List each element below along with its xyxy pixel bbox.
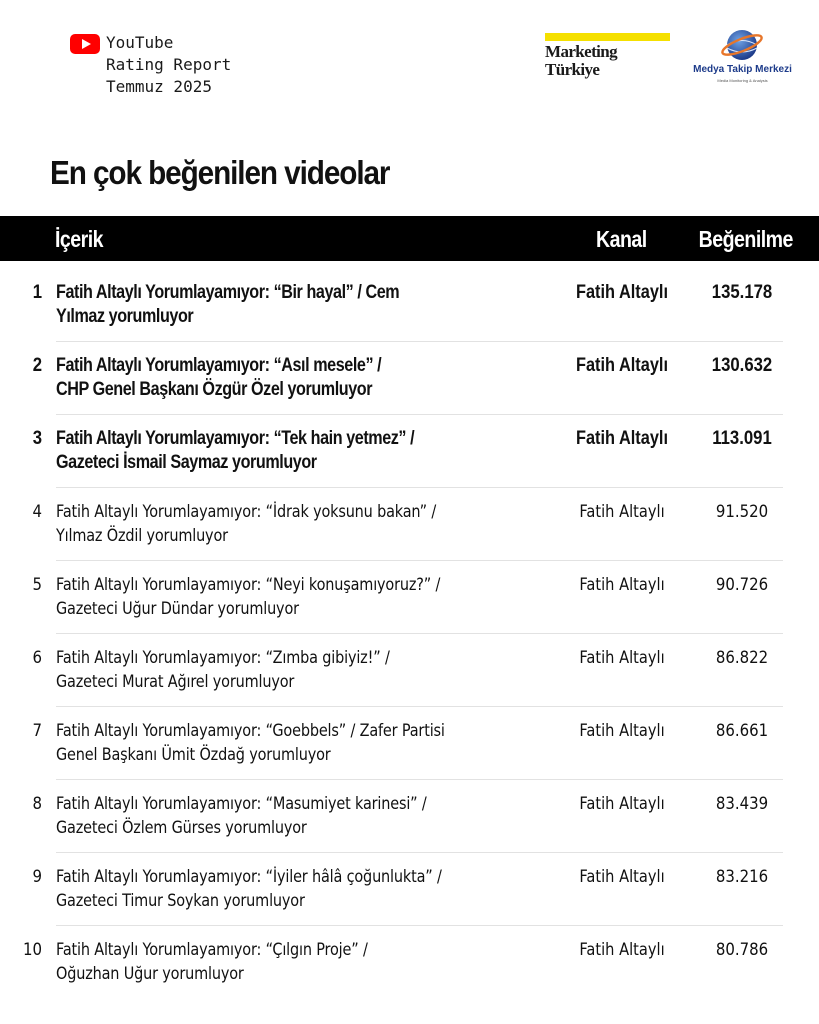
page-title: En çok beğenilen videolar	[50, 154, 390, 191]
row-title-line2: Gazeteci İsmail Saymaz yorumluyor	[56, 452, 317, 473]
row-channel: Fatih Altaylı	[579, 575, 665, 595]
row-title	[56, 938, 498, 986]
table-row	[0, 780, 819, 853]
row-title	[56, 427, 498, 475]
row-title	[56, 792, 498, 840]
row-rank: 9	[32, 867, 42, 887]
row-likes: 91.520	[715, 502, 769, 522]
row-title-line2: Yılmaz yorumluyor	[56, 306, 194, 327]
row-title-line1: Fatih Altaylı Yorumlayamıyor: “Çılgın Proje” /	[56, 940, 368, 960]
column-header-channel: Kanal	[596, 226, 647, 252]
row-rank: 3	[32, 428, 42, 449]
marketing-turkiye-logo-line1: Marketing	[545, 42, 618, 61]
row-likes: 83.439	[715, 794, 769, 814]
marketing-turkiye-logo-line2: Türkiye	[545, 60, 600, 79]
row-title	[56, 281, 498, 329]
column-header-content: İçerik	[55, 226, 104, 252]
row-title-line2: Genel Başkanı Ümit Özdağ yorumluyor	[56, 745, 331, 765]
row-channel: Fatih Altaylı	[579, 794, 665, 814]
table-row	[0, 707, 819, 780]
row-likes: 135.178	[711, 282, 773, 303]
table-row	[0, 853, 819, 926]
row-title-line1: Fatih Altaylı Yorumlayamıyor: “Goebbels” / Zafer Partisi	[56, 721, 445, 741]
medya-takip-merkezi-logo	[690, 26, 795, 86]
marketing-turkiye-accent-bar	[545, 33, 670, 41]
globe-icon	[720, 26, 764, 64]
row-title-line2: Gazeteci Özlem Gürses yorumluyor	[56, 818, 307, 838]
table-header	[0, 216, 819, 261]
row-channel: Fatih Altaylı	[575, 428, 668, 449]
row-rank: 2	[32, 355, 42, 376]
table-row	[0, 269, 819, 342]
row-title	[56, 500, 498, 548]
row-title	[56, 646, 498, 694]
row-title-line2: Gazeteci Timur Soykan yorumluyor	[56, 891, 305, 911]
report-header	[70, 32, 290, 102]
row-channel: Fatih Altaylı	[575, 282, 668, 303]
table-row	[0, 926, 819, 999]
row-likes: 80.786	[715, 940, 769, 960]
row-channel: Fatih Altaylı	[579, 721, 665, 741]
header-report-name: Rating Report	[106, 55, 232, 74]
row-likes: 83.216	[715, 867, 769, 887]
row-title-line2: CHP Genel Başkanı Özgür Özel yorumluyor	[56, 379, 373, 400]
row-channel: Fatih Altaylı	[579, 940, 665, 960]
row-rank: 5	[32, 575, 42, 595]
row-title-line1: Fatih Altaylı Yorumlayamıyor: “İyiler hâlâ çoğunlukta” /	[56, 867, 442, 887]
mtm-logo-subtitle: Media Monitoring & Analysis	[717, 78, 768, 83]
row-title-line1: Fatih Altaylı Yorumlayamıyor: “İdrak yoksunu bakan” /	[56, 502, 437, 522]
row-title-line1: Fatih Altaylı Yorumlayamıyor: “Bir hayal” / Cem	[56, 282, 400, 303]
row-title	[56, 354, 498, 402]
ranking-table	[0, 269, 819, 999]
row-channel: Fatih Altaylı	[579, 648, 665, 668]
row-rank: 1	[32, 282, 42, 303]
mtm-logo-title: Medya Takip Merkezi	[693, 64, 792, 75]
row-title-line2: Yılmaz Özdil yorumluyor	[56, 526, 228, 546]
youtube-icon	[70, 34, 100, 54]
header-period: Temmuz 2025	[106, 77, 212, 96]
row-title	[56, 865, 498, 913]
row-channel: Fatih Altaylı	[579, 502, 665, 522]
row-title-line2: Gazeteci Uğur Dündar yorumluyor	[56, 599, 299, 619]
report-header-text	[106, 32, 231, 98]
row-likes: 130.632	[711, 355, 773, 376]
header-platform: YouTube	[106, 33, 174, 52]
row-rank: 4	[32, 502, 42, 522]
row-title-line1: Fatih Altaylı Yorumlayamıyor: “Tek hain yetmez” /	[56, 428, 415, 449]
table-row	[0, 561, 819, 634]
row-likes: 86.822	[715, 648, 769, 668]
table-row	[0, 415, 819, 488]
column-header-likes: Beğenilme	[698, 226, 793, 252]
row-title-line1: Fatih Altaylı Yorumlayamıyor: “Masumiyet karinesi” /	[56, 794, 427, 814]
table-row	[0, 634, 819, 707]
row-title-line2: Oğuzhan Uğur yorumluyor	[56, 964, 244, 984]
row-title-line1: Fatih Altaylı Yorumlayamıyor: “Neyi konuşamıyoruz?” /	[56, 575, 441, 595]
row-title-line1: Fatih Altaylı Yorumlayamıyor: “Zımba gibiyiz!” /	[56, 648, 390, 668]
row-rank: 8	[32, 794, 42, 814]
row-title	[56, 573, 498, 621]
row-rank: 6	[32, 648, 42, 668]
marketing-turkiye-logo	[545, 33, 670, 83]
row-channel: Fatih Altaylı	[579, 867, 665, 887]
table-row	[0, 342, 819, 415]
row-likes: 86.661	[715, 721, 769, 741]
row-title-line1: Fatih Altaylı Yorumlayamıyor: “Asıl mesele” /	[56, 355, 382, 376]
row-likes: 90.726	[715, 575, 769, 595]
row-title-line2: Gazeteci Murat Ağırel yorumluyor	[56, 672, 295, 692]
row-channel: Fatih Altaylı	[575, 355, 668, 376]
table-row	[0, 488, 819, 561]
row-title	[56, 719, 498, 767]
row-rank: 10	[22, 940, 42, 960]
row-rank: 7	[32, 721, 42, 741]
row-likes: 113.091	[712, 428, 772, 449]
